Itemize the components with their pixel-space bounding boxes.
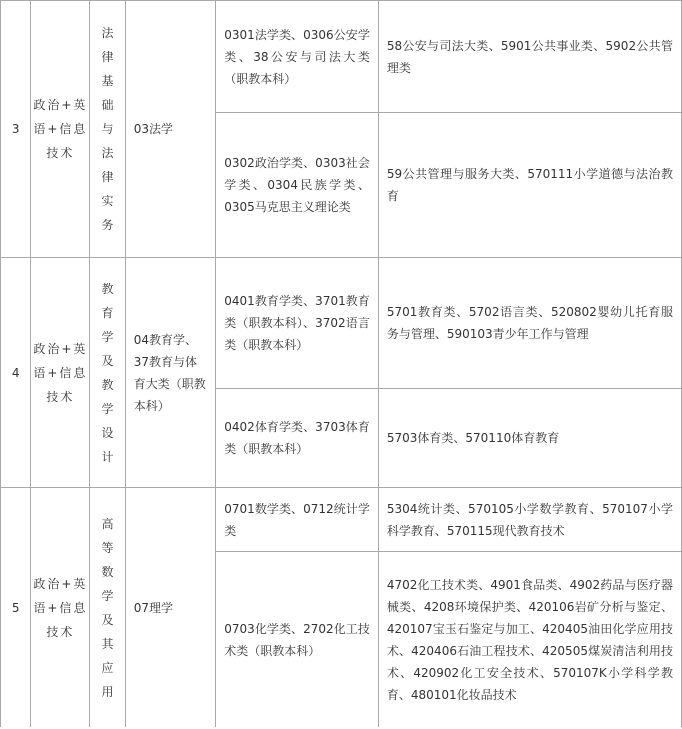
bachelor-majors: 0703化学类、2702化工技术类（职教本科） [216, 552, 379, 729]
discipline-category: 04教育学、37教育与体育大类（职教本科） [125, 258, 216, 488]
bachelor-majors: 0402体育学类、3703体育类（职教本科） [216, 389, 379, 488]
bachelor-majors: 0701数学类、0712统计学类 [216, 488, 379, 552]
exam-subjects: 政治+英语+信息技术 [31, 258, 90, 488]
course-name: 教育学及教学设计 [90, 258, 125, 488]
row-index: 3 [1, 1, 31, 258]
vocational-majors: 59公共管理与服务大类、570111小学道德与法治教育 [378, 113, 681, 258]
vocational-majors: 5701教育类、5702语言类、520802婴幼儿托育服务与管理、590103青少年工作与管理 [378, 258, 681, 389]
bachelor-majors: 0302政治学类、0303社会学类、0304民族学类、0305马克思主义理论类 [216, 113, 379, 258]
discipline-category: 07理学 [125, 488, 216, 729]
row-index: 5 [1, 488, 31, 729]
table-row [1, 488, 682, 552]
discipline-category: 03法学 [125, 1, 216, 258]
table-row [1, 1, 682, 113]
bachelor-majors: 0301法学类、0306公安学类、38公安与司法大类（职教本科） [216, 1, 379, 113]
bachelor-majors: 0401教育学类、3701教育类（职教本科）、3702语言类（职教本科） [216, 258, 379, 389]
vocational-majors: 5304统计类、570105小学数学教育、570107小学科学教育、570115现代教育技术 [378, 488, 681, 552]
vocational-majors: 58公安与司法大类、5901公共事业类、5902公共管理类 [378, 1, 681, 113]
table-row [1, 258, 682, 389]
exam-subjects: 政治+英语+信息技术 [31, 488, 90, 729]
vocational-majors: 4702化工技术类、4901食品类、4902药品与医疗器械类、4208环境保护类、420106岩矿分析与鉴定、420107宝玉石鉴定与加工、420405油田化学应用技术、420406石油工程技术、420505煤炭清洁利用技术、420902化工安全技术、570107K小学科学教育、480101化妆品技术 [378, 552, 681, 729]
course-name: 法律基础与法律实务 [90, 1, 125, 258]
exam-subjects: 政治+英语+信息技术 [31, 1, 90, 258]
vocational-majors: 5703体育类、570110体育教育 [378, 389, 681, 488]
course-name: 高等数学及其应用 [90, 488, 125, 729]
row-index: 4 [1, 258, 31, 488]
